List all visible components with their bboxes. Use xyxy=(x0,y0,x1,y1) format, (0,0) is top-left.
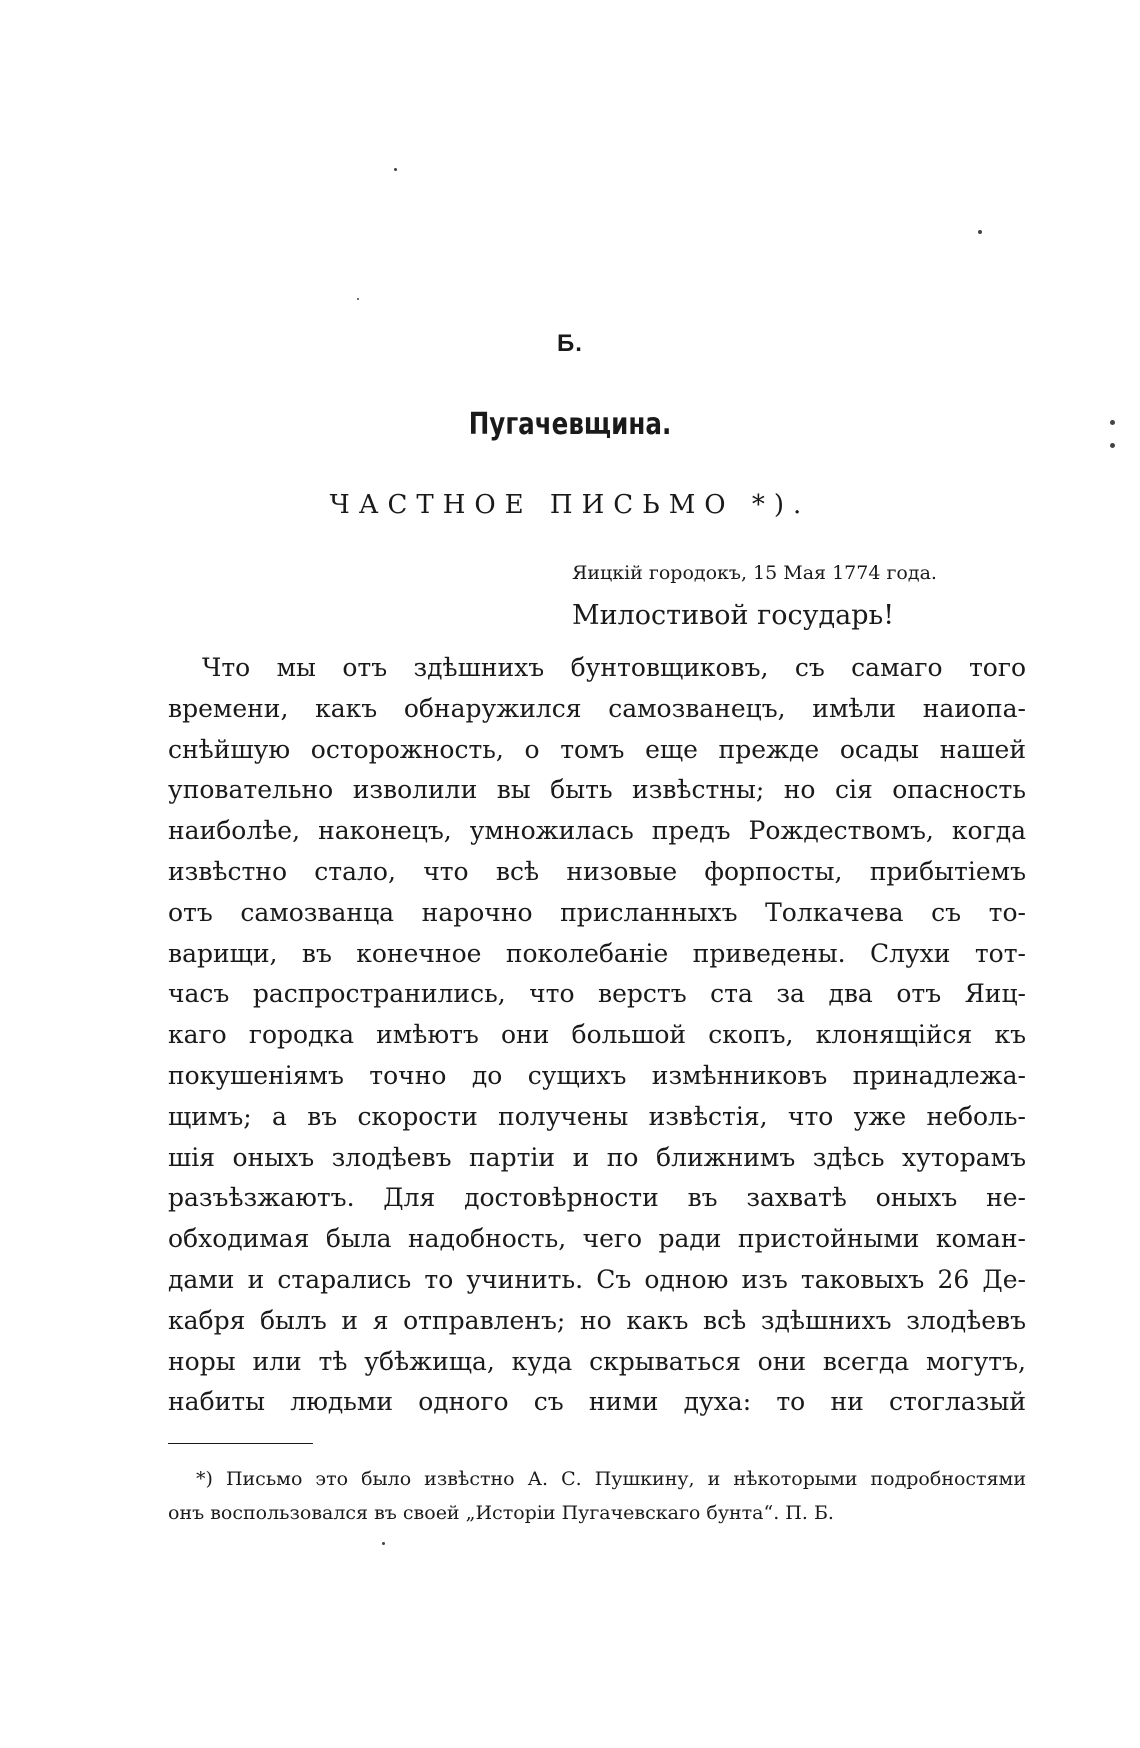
letter-title: ЧАСТНОЕ ПИСЬМО *). xyxy=(329,490,811,520)
scan-speck xyxy=(357,298,359,300)
body-line: варищи, въ конечное поколебаніе приведены. Слухи тот- xyxy=(168,938,1026,968)
footnote xyxy=(168,1462,1026,1530)
dateline: Яицкій городокъ, 15 Мая 1774 года. xyxy=(572,562,937,584)
body-line: каго городка имѣютъ они большой скопъ, клонящійся къ xyxy=(168,1020,1026,1050)
scan-speck xyxy=(382,1542,385,1545)
body-line: извѣстно стало, что всѣ низовые форпосты, прибытіемъ xyxy=(168,856,1026,886)
section-title: Пугачевщина. xyxy=(468,407,672,442)
body-line: разъѣзжаютъ. Для достовѣрности въ захватѣ оныхъ не- xyxy=(168,1183,1026,1213)
footnote-rule xyxy=(168,1443,313,1444)
scan-speck xyxy=(978,230,982,234)
body-line: дами и старались то учинить. Съ одною изъ таковыхъ 26 Де- xyxy=(168,1264,1026,1294)
body-line: времени, какъ обнаружился самозванецъ, имѣли наиопа- xyxy=(168,693,1026,723)
footnote-line: *) Письмо это было извѣстно А. С. Пушкину, и нѣкоторыми подробностями xyxy=(196,1468,1026,1490)
body-line: обходимая была надобность, чего ради пристойными коман- xyxy=(168,1224,1026,1254)
scan-speck xyxy=(1110,420,1115,425)
scan-speck xyxy=(1110,443,1115,448)
body-line: отъ самозванца нарочно присланныхъ Толкачева съ то- xyxy=(168,897,1026,927)
scan-speck xyxy=(394,168,397,171)
body-line: щимъ; а въ скорости получены извѣстія, что уже неболь- xyxy=(168,1101,1026,1131)
body-line: шія оныхъ злодѣевъ партіи и по ближнимъ здѣсь хуторамъ xyxy=(168,1142,1026,1172)
body-line: Что мы отъ здѣшнихъ бунтовщиковъ, съ самаго того xyxy=(202,653,1026,682)
body-line: уповательно изволили вы быть извѣстны; но сія опасность xyxy=(168,775,1026,805)
salutation: Милостивой государь! xyxy=(572,600,895,631)
body-line: покушеніямъ точно до сущихъ измѣнниковъ принадлежа- xyxy=(168,1060,1026,1090)
body-line: норы или тѣ убѣжища, куда скрываться они всегда могутъ, xyxy=(168,1346,1026,1376)
body-line: часъ распространились, что верстъ ста за два отъ Яиц- xyxy=(168,979,1026,1009)
body-line: снѣйшую осторожность, о томъ еще прежде осады нашей xyxy=(168,734,1026,764)
section-letter: Б. xyxy=(557,330,583,357)
body-line: наиболѣе, наконецъ, умножилась предъ Рождествомъ, когда xyxy=(168,816,1026,846)
footnote-line: онъ воспользовался въ своей „Исторіи Пугачевскаго бунта“. П. Б. xyxy=(168,1502,834,1524)
body-line: кабря былъ и я отправленъ; но какъ всѣ здѣшнихъ злодѣевъ xyxy=(168,1305,1026,1335)
body-line: набиты людьми одного съ ними духа: то ни стоглазый xyxy=(168,1387,1026,1417)
letter-body xyxy=(168,648,1026,1423)
